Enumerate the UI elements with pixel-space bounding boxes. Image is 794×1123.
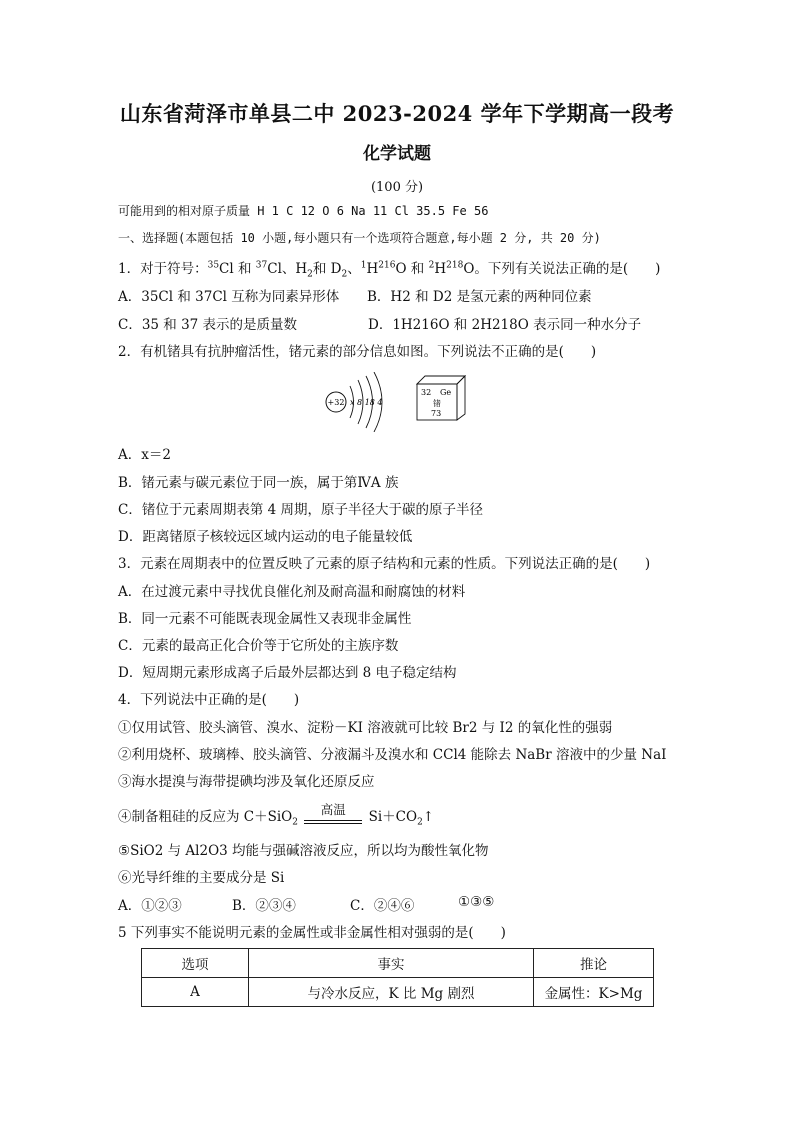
q4-option-d: ①③⑤	[458, 894, 495, 910]
q2-option-c: C．锗位于元素周期表第 4 周期，原子半径大于碳的原子半径	[118, 502, 484, 518]
q4-option-b: B．②③④	[232, 898, 296, 914]
section-heading: 一、选择题(本题包括 10 小题,每小题只有一个选项符合题意,每小题 2 分, 共 20 分)	[118, 231, 601, 245]
q3-option-b: B．同一元素不可能既表现金属性又表现非金属性	[118, 611, 412, 627]
q1-option-a: A．35Cl 和 37Cl 互称为同素异形体	[118, 289, 340, 305]
q5-table	[141, 948, 654, 1007]
q4-statement-2: ②利用烧杯、玻璃棒、胶头滴管、分液漏斗及溴水和 CCl4 能除去 NaBr 溶液中的少量 NaI	[118, 747, 667, 763]
q2-option-a: A．x＝2	[118, 447, 171, 463]
q2-stem: 2．有机锗具有抗肿瘤活性，锗元素的部分信息如图。下列说法不正确的是( )	[118, 344, 597, 360]
q3-option-c: C．元素的最高正化合价等于它所处的主族序数	[118, 638, 399, 654]
q4-option-a: A．①②③	[118, 898, 182, 914]
q3-stem: 3．元素在周期表中的位置反映了元素的原子结构和元素的性质。下列说法正确的是( )	[118, 556, 651, 572]
nucleus-label: +32	[327, 398, 345, 407]
q4-statement-3: ③海水提溴与海带提碘均涉及氧化还原反应	[118, 774, 375, 790]
q4-statement-4: ④制备粗硅的反应为 C＋SiO$_2$ 高温 $Si+CO_2↑$	[118, 801, 435, 828]
page-subtitle: 化学试题	[363, 144, 431, 164]
q5-stem: 5 下列事实不能说明元素的金属性或非金属性相对强弱的是( )	[118, 925, 506, 941]
table-row	[142, 978, 654, 1007]
table-cell: A	[142, 978, 249, 1007]
page-title: 山东省菏泽市单县二中 2023-2024 学年下学期高一段考	[119, 101, 675, 126]
q1-option-d: D．1H216O 和 2H218O 表示同一种水分子	[368, 317, 642, 333]
q1-option-b: B．H2 和 D2 是氢元素的两种同位素	[367, 289, 592, 305]
table-header-cell: 推论	[534, 949, 654, 978]
atomic-number: 32	[421, 388, 432, 397]
q4-stem: 4．下列说法中正确的是( )	[118, 692, 300, 708]
q4-statement-6: ⑥光导纤维的主要成分是 Si	[118, 870, 285, 886]
q3-option-d: D．短周期元素形成离子后最外层都达到 8 电子稳定结构	[118, 665, 457, 681]
q2-option-b: B．锗元素与碳元素位于同一族，属于第ⅣA 族	[118, 475, 399, 491]
table-header-cell: 选项	[142, 949, 249, 978]
germanium-element-card	[415, 374, 467, 422]
element-symbol: Ge	[440, 388, 452, 397]
reaction-condition: 高温	[302, 811, 364, 825]
q4-statement-1: ①仅用试管、胶头滴管、溴水、淀粉－KI 溶液就可比较 Br2 与 I2 的氧化性的强弱	[118, 720, 613, 736]
table-header-row	[142, 949, 654, 978]
shell-electrons: x 8 18 4	[350, 398, 383, 407]
q4-statement-5: ⑤SiO2 与 Al2O3 均能与强碱溶液反应，所以均为酸性氧化物	[118, 843, 489, 859]
element-name: 锗	[433, 399, 441, 408]
q1-option-c: C．35 和 37 表示的是质量数	[118, 317, 298, 333]
q3-option-a: A．在过渡元素中寻找优良催化剂及耐高温和耐腐蚀的材料	[118, 584, 466, 600]
table-cell: 金属性：K>Mg	[534, 978, 654, 1007]
table-header-cell: 事实	[249, 949, 534, 978]
atomic-masses: 可能用到的相对原子质量 H 1 C 12 O 6 Na 11 Cl 35.5 Fe 56	[118, 204, 489, 218]
table-cell: 与冷水反应，K 比 Mg 剧烈	[249, 978, 534, 1007]
total-score: (100 分)	[370, 180, 424, 195]
q1-stem: 1．对于符号：$^{35}$Cl 和 $^{37}$Cl、$H_2$和 $D_2$、$^1H^{216}O$ 和 $^2H^{218}O$。下列有关说法正确的是( )	[118, 260, 661, 280]
q2-option-d: D．距离锗原子核较远区域内运动的电子能量较低	[118, 529, 413, 545]
germanium-atom-diagram	[324, 372, 404, 432]
q4-option-c: C．②④⑥	[350, 898, 415, 914]
atomic-mass: 73	[431, 409, 442, 418]
